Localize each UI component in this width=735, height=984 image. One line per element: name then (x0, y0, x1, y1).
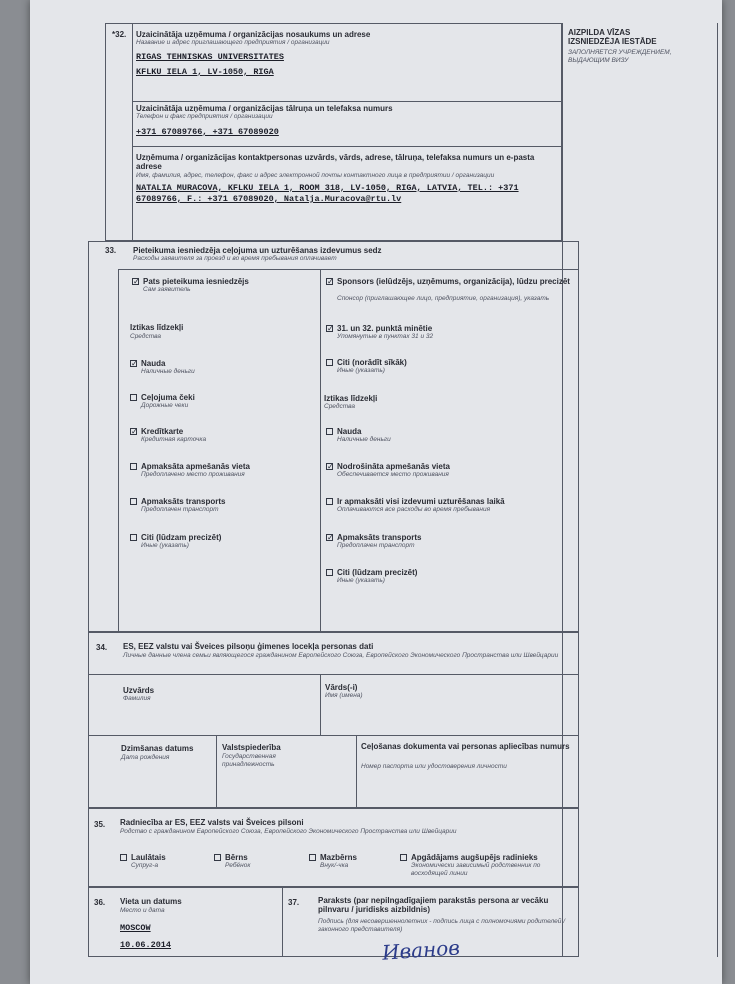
sponsor-31-32-label: 31. un 32. punktā minētie (337, 324, 433, 333)
dependent-relative-checkbox[interactable] (400, 854, 407, 861)
right-other-label-ru: Иные (указать) (337, 577, 385, 584)
side-column-title-ru: ЗАПОЛНЯЕТСЯ УЧРЕЖДЕНИЕМ, ВЫДАЮЩИМ ВИЗУ (568, 49, 672, 64)
contact-person-value: NATALIA MURACOVA, KFLKU IELA 1, ROOM 318, LV-1050, RIGA, LATVIA, TEL.: +371 67089766, F.: +371 67089020, Natalja.Muracova@rtu.lv (136, 183, 519, 204)
side-column-title: AIZPILDA VĪZAS IZSNIEDZĒJA IESTĀDE (568, 28, 657, 46)
sponsor-other-label: Citi (norādīt sīkāk) (337, 358, 407, 367)
section-33-title-ru: Расходы заявителя за проезд и во время пребывания оплачивает (133, 255, 337, 262)
nationality-label-ru: Государственная принадлежность (222, 753, 276, 768)
left-prepaid-transport-label: Apmaksāts transports (141, 497, 226, 506)
section-32-number: *32. (112, 30, 127, 39)
section-32-number-divider (132, 23, 133, 241)
section-33-header-divider (118, 269, 579, 270)
date-of-birth-label-ru: Дата рождения (121, 754, 170, 761)
prepaid-accommodation-label-ru: Предоплачено место проживания (141, 471, 245, 478)
left-cash-checkbox[interactable]: ✓ (131, 359, 138, 368)
self-payer-label: Pats pieteikuma iesniedzējs (143, 277, 249, 286)
surname-label: Uzvārds (123, 686, 155, 695)
applicant-signature: Иванов (381, 935, 461, 965)
section-34-row-divider (88, 735, 579, 736)
right-other-label: Citi (lūdzam precizēt) (337, 568, 418, 577)
left-prepaid-transport-checkbox[interactable] (130, 498, 137, 505)
sponsor-label: Sponsors (ielūdzējs, uzņēmums, organizācija), lūdzu precizēt (337, 277, 570, 286)
inviting-organisation-name: RIGAS TEHNISKAS UNIVERSITATES (136, 52, 284, 62)
section-36-number: 36. (94, 898, 106, 907)
credit-card-checkbox[interactable]: ✓ (131, 427, 138, 436)
travellers-cheques-label: Ceļojuma čeki (141, 393, 195, 402)
section-35-title-ru: Родство с гражданином Европейского Союза, Европейского Экономического Пространства или Швейцарии (120, 828, 457, 835)
section-34-name-divider (320, 674, 321, 735)
surname-label-ru: Фамилия (123, 695, 151, 702)
left-cash-label-ru: Наличные деньги (141, 368, 195, 375)
right-prepaid-transport-checkbox[interactable]: ✓ (327, 533, 334, 542)
grandchild-label-ru: Внук/-чка (320, 862, 349, 869)
dependent-relative-label-ru: Экономически зависимый родственник по восходящей линии (411, 862, 541, 877)
section-32-row-divider-1 (132, 101, 562, 102)
credit-card-label-ru: Кредитная карточка (141, 436, 207, 443)
section-35-number: 35. (94, 820, 106, 829)
travellers-cheques-label-ru: Дорожные чеки (141, 402, 189, 409)
provided-accommodation-label-ru: Обеспечивается место проживания (337, 471, 449, 478)
section-33-title: Pieteikuma iesniedzēja ceļojuma un uzturēšanas izdevumus sedz (133, 246, 382, 255)
section-33-left-border (118, 269, 119, 632)
right-cash-label: Nauda (337, 427, 362, 436)
phone-label-ru: Телефон и факс предприятия / организации (136, 113, 273, 120)
section-34-title: ES, EEZ valstu vai Šveices pilsoņu ģimenes locekļa personas dati (123, 642, 374, 651)
sponsor-label-ru: Спонсор (приглашающее лицо, предприятие, организация), указать (337, 295, 550, 302)
section-34-number: 34. (96, 643, 108, 652)
place-date-label-ru: Место и дата (120, 907, 165, 914)
contact-person-label-ru: Имя, фамилия, адрес, телефон, факс и адрес электронной почты контактного лица в предприятии / организации (136, 172, 495, 179)
left-other-label: Citi (lūdzam precizēt) (141, 533, 222, 542)
section-34-dob-divider (216, 735, 217, 808)
travel-document-label: Ceļošanas dokumenta vai personas apliecības numurs (361, 742, 570, 751)
child-label: Bērns (225, 853, 248, 862)
place-value: MOSCOW (120, 923, 151, 933)
section-34-nat-divider (356, 735, 357, 808)
right-means-label-ru: Средства (324, 403, 355, 410)
all-expenses-covered-checkbox[interactable] (326, 498, 333, 505)
right-page-border (717, 23, 718, 957)
left-prepaid-transport-label-ru: Предоплачен транспорт (141, 506, 219, 513)
child-checkbox[interactable] (214, 854, 221, 861)
nationality-label: Valstspiederība (222, 743, 281, 752)
place-date-label: Vieta un datums (120, 897, 182, 906)
grandchild-label: Mazbērns (320, 853, 357, 862)
left-means-label: Iztikas līdzekļi (130, 323, 184, 332)
self-payer-label-ru: Сам заявитель (143, 286, 191, 293)
right-cash-label-ru: Наличные деньги (337, 436, 391, 443)
sponsor-31-32-checkbox[interactable]: ✓ (327, 324, 334, 333)
spouse-label-ru: Супруг-а (131, 862, 159, 869)
phone-label: Uzaicinātāja uzņēmuma / organizācijas tālruņa un telefaksa numurs (136, 104, 393, 113)
right-other-checkbox[interactable] (326, 569, 333, 576)
section-35-title: Radniecība ar ES, EEZ valsts vai Šveices pilsoni (120, 818, 304, 827)
right-cash-checkbox[interactable] (326, 428, 333, 435)
section-33-number: 33. (105, 246, 117, 255)
provided-accommodation-checkbox[interactable]: ✓ (327, 462, 334, 471)
child-label-ru: Ребёнок (225, 862, 251, 869)
right-means-label: Iztikas līdzekļi (324, 394, 378, 403)
date-value: 10.06.2014 (120, 940, 172, 950)
given-name-label: Vārds(-i) (325, 683, 358, 692)
prepaid-accommodation-label: Apmaksāta apmešanās vieta (141, 462, 250, 471)
travel-document-label-ru: Номер паспорта или удостоверения личности (361, 763, 507, 770)
section-34-title-ru: Личные данные члена семьи являющегося гражданином Европейского Союза, Европейского Экономического Пространства или Швейцарии (123, 652, 559, 659)
section-33-column-divider (320, 269, 321, 632)
phone-value: +371 67089766, +371 67089020 (136, 127, 279, 137)
provided-accommodation-label: Nodrošināta apmešanās vieta (337, 462, 450, 471)
left-cash-label: Nauda (141, 359, 166, 368)
section-32-title: Uzaicinātāja uzņēmuma / organizācijas nosaukums un adrese (136, 30, 371, 39)
section-37-number: 37. (288, 898, 300, 907)
all-expenses-covered-label-ru: Оплачиваются все расходы во время пребывания (337, 506, 491, 513)
sponsor-other-checkbox[interactable] (326, 359, 333, 366)
dependent-relative-label: Apgādājams augšupējs radinieks (411, 853, 538, 862)
left-other-checkbox[interactable] (130, 534, 137, 541)
left-other-label-ru: Иные (указать) (141, 542, 189, 549)
credit-card-label: Kredītkarte (141, 427, 184, 436)
self-payer-checkbox[interactable]: ✓ (133, 277, 140, 286)
left-means-label-ru: Средства (130, 333, 161, 340)
sponsor-other-label-ru: Иные (указать) (337, 367, 385, 374)
section-32-title-ru: Название и адрес приглашающего предприятия / организации (136, 39, 330, 46)
spouse-label: Laulātais (131, 853, 166, 862)
sponsor-checkbox[interactable]: ✓ (327, 277, 334, 286)
contact-person-label: Uzņēmuma / organizācijas kontaktpersonas uzvārds, vārds, adrese, tālruņa, telefaksa numurs un e-pasta adrese (136, 153, 535, 171)
visa-application-page (30, 0, 722, 984)
inviting-organisation-address: KFLKU IELA 1, LV-1050, RIGA (136, 67, 274, 77)
travellers-cheques-checkbox[interactable] (130, 394, 137, 401)
sponsor-31-32-label-ru: Упомянутые в пунктах 31 и 32 (337, 333, 434, 340)
signature-label: Paraksts (par nepilngadīgajiem parakstās persona ar vecāku pilnvaru / juridisks aizbildnis) (318, 896, 549, 914)
all-expenses-covered-label: Ir apmaksāti visi izdevumi uzturēšanas laikā (337, 497, 505, 506)
date-of-birth-label: Dzimšanas datums (121, 744, 194, 753)
prepaid-accommodation-checkbox[interactable] (130, 463, 137, 470)
spouse-checkbox[interactable] (120, 854, 127, 861)
section-32-row-divider-2 (132, 146, 562, 147)
given-name-label-ru: Имя (имена) (325, 692, 363, 699)
section-34-header-divider (88, 674, 579, 675)
section-36-37-divider (282, 887, 283, 957)
right-prepaid-transport-label-ru: Предоплачен транспорт (337, 542, 415, 549)
signature-label-ru: Подпись (для несовершеннолетних - подпись лица с полномочиями родителей / законного представителя) (318, 918, 565, 933)
right-prepaid-transport-label: Apmaksāts transports (337, 533, 422, 542)
grandchild-checkbox[interactable] (309, 854, 316, 861)
